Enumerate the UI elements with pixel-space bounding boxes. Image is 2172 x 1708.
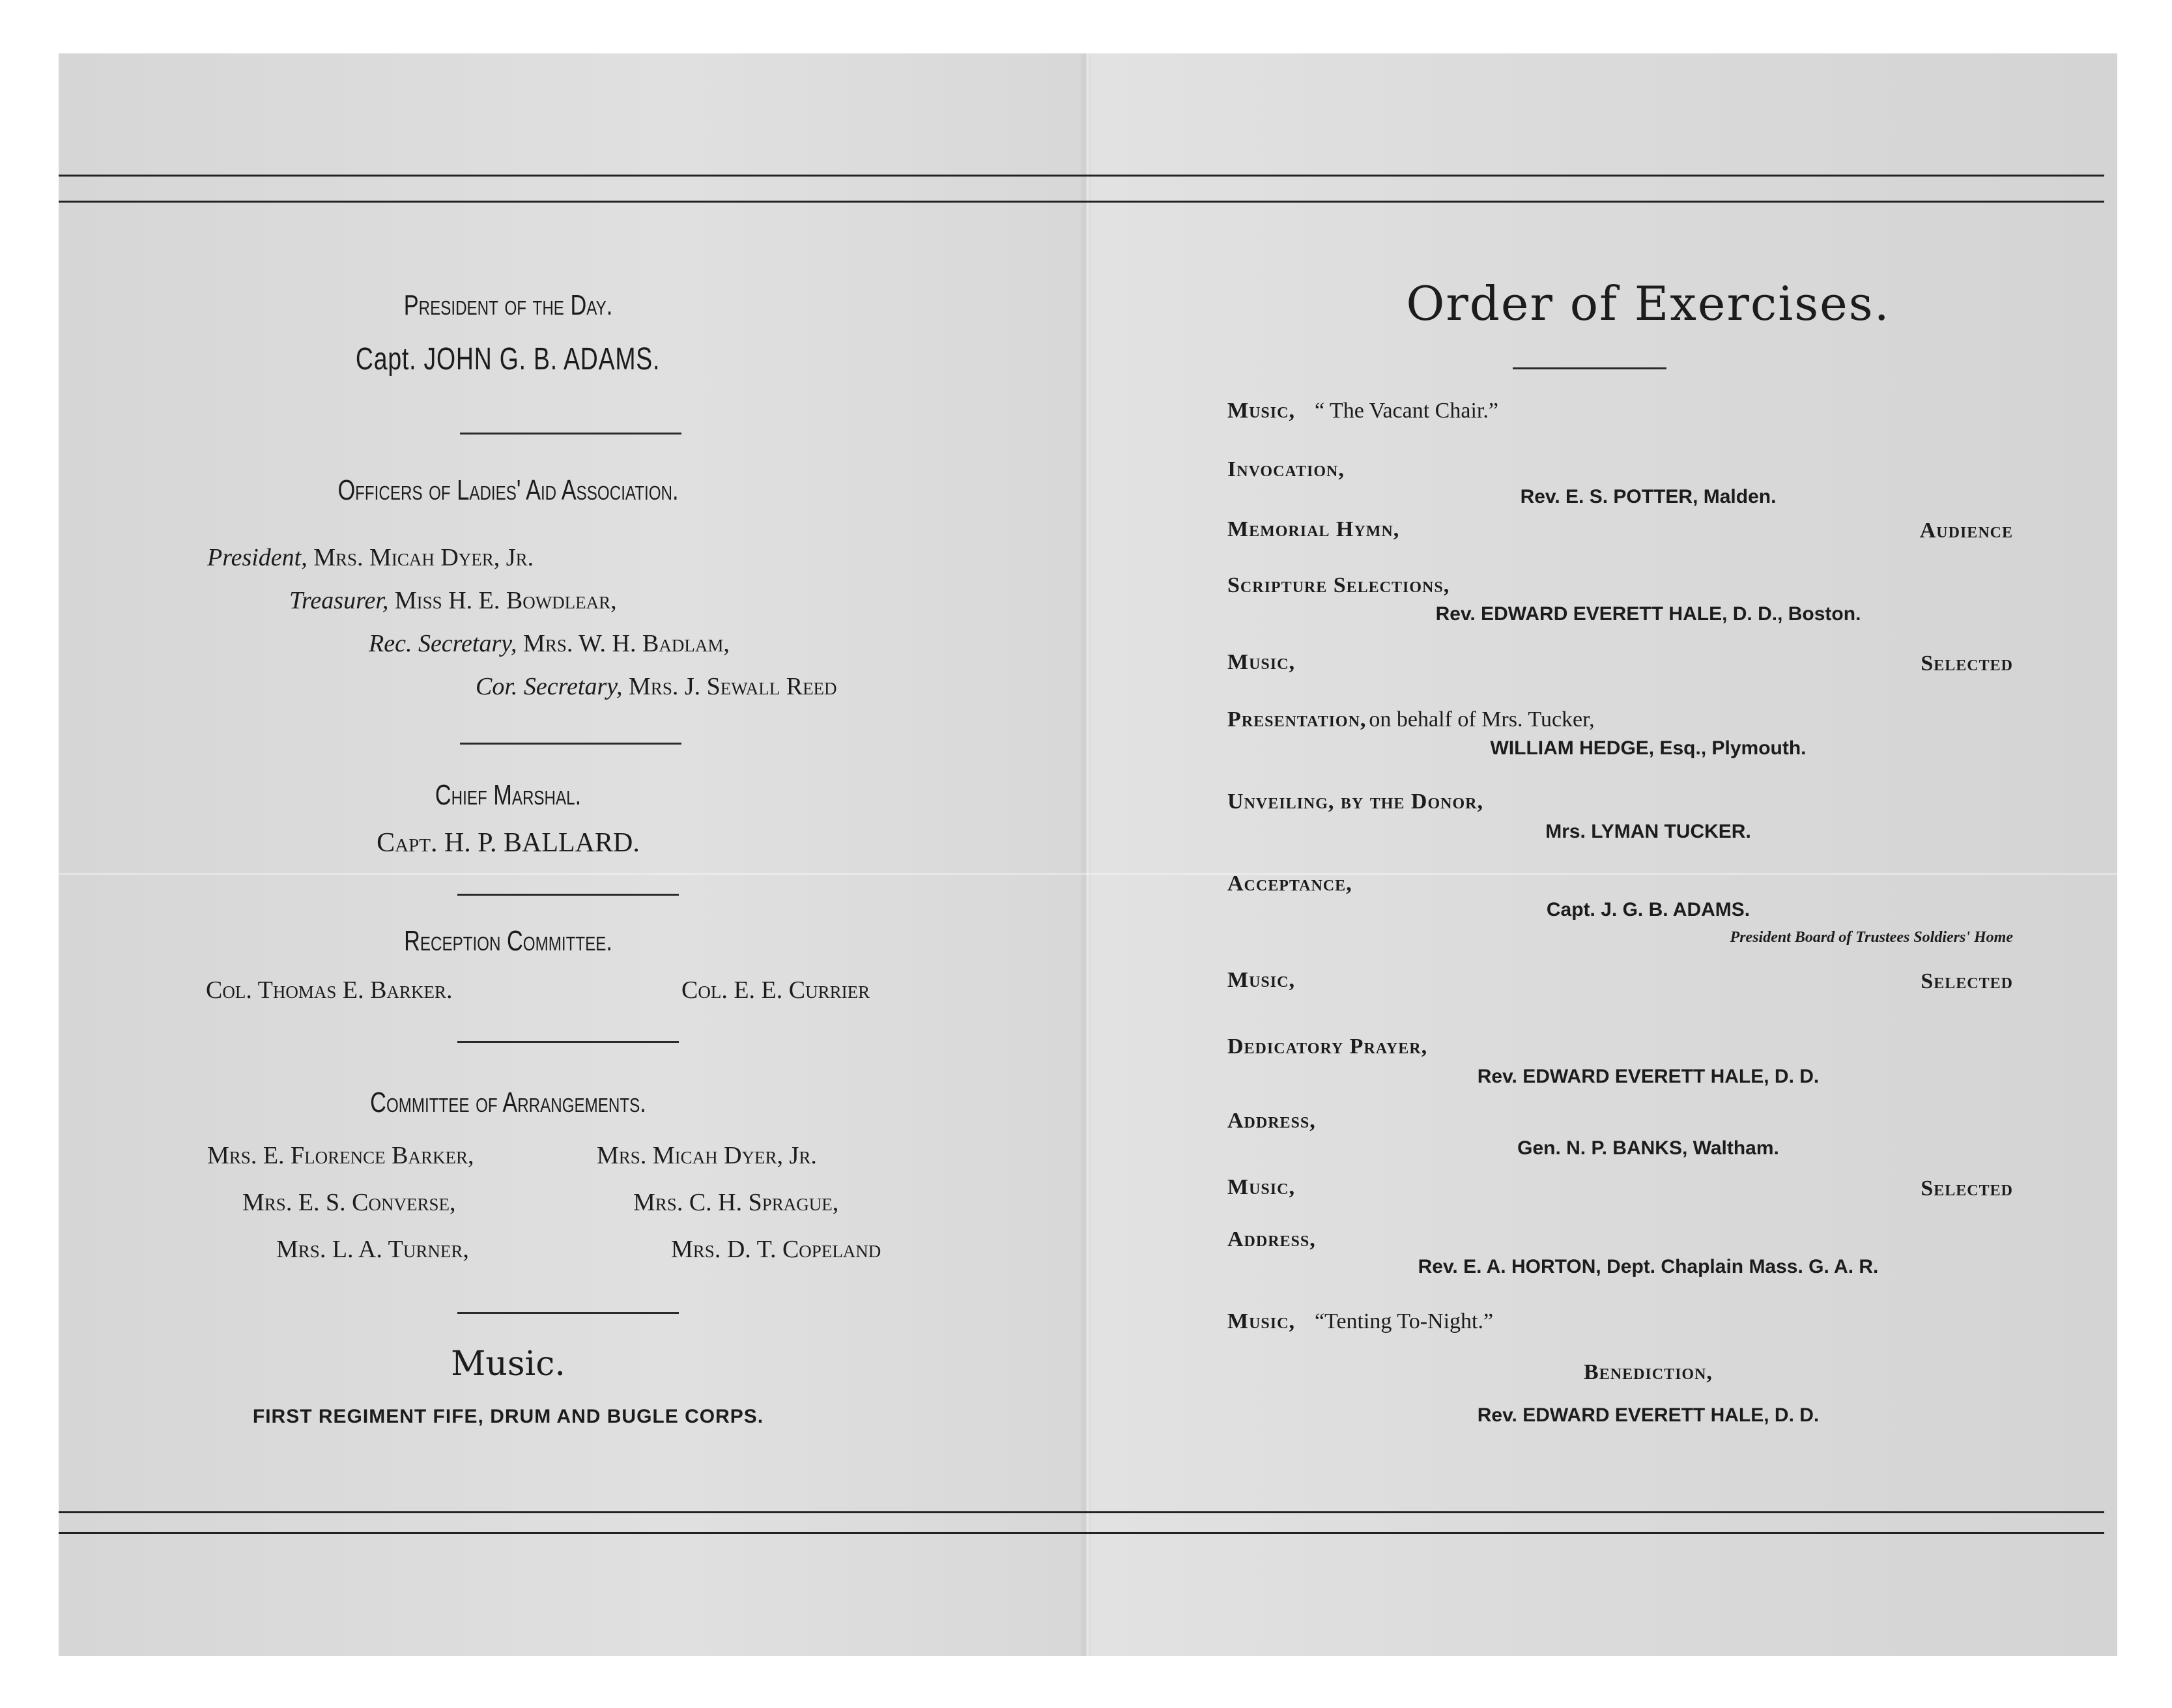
scripture-person: Rev. EDWARD EVERETT HALE, D. D., Boston. bbox=[1435, 603, 1861, 625]
address-1-person: Gen. N. P. BANKS, Waltham. bbox=[1517, 1137, 1779, 1159]
marshal-heading: Chief Marshal. bbox=[435, 779, 582, 811]
president-heading: President of the Day. bbox=[403, 289, 613, 321]
music-5-value: “Tenting To-Night.” bbox=[1314, 1309, 1494, 1333]
top-rule-1 bbox=[59, 175, 2104, 177]
horizontal-fold bbox=[59, 873, 2117, 875]
officer-name: Mrs. Micah Dyer, Jr. bbox=[313, 544, 534, 571]
officer-rec-secretary bbox=[369, 629, 730, 658]
top-rule-2 bbox=[59, 201, 2104, 203]
arrangements-right-1: Mrs. Micah Dyer, Jr. bbox=[597, 1142, 817, 1169]
marshal-name bbox=[235, 827, 782, 859]
address-2-label: Address, bbox=[1227, 1227, 1316, 1251]
officer-role: Treasurer, bbox=[289, 587, 389, 614]
presentation-row bbox=[1227, 707, 1595, 732]
hymn-label: Memorial Hymn, bbox=[1227, 517, 1400, 541]
music-5-label: Music, bbox=[1227, 1309, 1295, 1333]
arrangements-heading: Committee of Arrangements. bbox=[370, 1087, 646, 1118]
prayer-label: Dedicatory Prayer, bbox=[1227, 1034, 1428, 1059]
presentation-person: WILLIAM HEDGE, Esq., Plymouth. bbox=[1490, 737, 1807, 759]
reception-member-left: Col. Thomas E. Barker. bbox=[206, 976, 453, 1004]
music-5-row bbox=[1227, 1309, 1493, 1334]
arrangements-left-2: Mrs. E. S. Converse, bbox=[242, 1189, 456, 1216]
officer-name: Mrs. W. H. Badlam, bbox=[523, 630, 730, 657]
divider-1 bbox=[460, 433, 681, 434]
program-sheet bbox=[59, 53, 2117, 1656]
officer-name: Miss H. E. Bowdlear, bbox=[394, 587, 617, 614]
music-2-label: Music, bbox=[1227, 650, 1295, 674]
invocation-label: Invocation, bbox=[1227, 457, 1345, 481]
invocation-person: Rev. E. S. POTTER, Malden. bbox=[1520, 486, 1777, 507]
music-1-label: Music, bbox=[1227, 399, 1295, 423]
officer-role: President, bbox=[207, 544, 307, 571]
music-4-value: Selected bbox=[1921, 1176, 2013, 1201]
bottom-rule-1 bbox=[59, 1511, 2104, 1513]
music-3-label: Music, bbox=[1227, 968, 1295, 992]
order-title: Order of Exercises. bbox=[1406, 276, 1891, 331]
officer-role: Rec. Secretary, bbox=[369, 630, 517, 657]
vertical-fold bbox=[1087, 53, 1089, 1656]
music-3-value: Selected bbox=[1921, 969, 2013, 993]
music-4-label: Music, bbox=[1227, 1175, 1295, 1199]
bottom-rule-2 bbox=[59, 1532, 2104, 1534]
divider-5 bbox=[457, 1312, 679, 1314]
benediction-person: Rev. EDWARD EVERETT HALE, D. D. bbox=[1477, 1404, 1820, 1426]
reception-member-right: Col. E. E. Currier bbox=[681, 976, 870, 1004]
acceptance-note: President Board of Trustees Soldiers' Home bbox=[1730, 929, 2013, 946]
presentation-extra: on behalf of Mrs. Tucker, bbox=[1369, 707, 1595, 732]
arrangements-left-3: Mrs. L. A. Turner, bbox=[276, 1236, 469, 1263]
arrangements-right-3: Mrs. D. T. Copeland bbox=[671, 1236, 881, 1263]
president-name bbox=[235, 341, 782, 377]
music-corps: FIRST REGIMENT FIFE, DRUM AND BUGLE CORPS. bbox=[252, 1406, 764, 1427]
divider-2 bbox=[460, 743, 681, 745]
arrangements-right-2: Mrs. C. H. Sprague, bbox=[633, 1189, 839, 1216]
address-2-person: Rev. E. A. HORTON, Dept. Chaplain Mass. G. A. R. bbox=[1418, 1256, 1879, 1277]
prayer-person: Rev. EDWARD EVERETT HALE, D. D. bbox=[1477, 1066, 1820, 1087]
divider-4 bbox=[457, 1041, 679, 1043]
officer-role: Cor. Secretary, bbox=[476, 673, 623, 700]
unveiling-label: Unveiling, by the Donor, bbox=[1227, 790, 1483, 814]
music-2-value: Selected bbox=[1921, 651, 2013, 676]
marshal-name-text: Capt. H. P. BALLARD. bbox=[377, 828, 640, 858]
officer-president bbox=[207, 543, 534, 572]
scripture-label: Scripture Selections, bbox=[1227, 573, 1450, 597]
officer-treasurer bbox=[289, 586, 617, 615]
officer-name: Mrs. J. Sewall Reed bbox=[629, 673, 837, 700]
acceptance-person: Capt. J. G. B. ADAMS. bbox=[1546, 899, 1750, 920]
address-1-label: Address, bbox=[1227, 1109, 1316, 1133]
music-1-value: “ The Vacant Chair.” bbox=[1314, 399, 1498, 423]
reception-heading: Reception Committee. bbox=[404, 925, 612, 957]
presentation-label: Presentation, bbox=[1227, 707, 1367, 732]
hymn-value: Audience bbox=[1919, 519, 2013, 543]
divider-3 bbox=[457, 894, 679, 896]
president-name-text: Capt. JOHN G. B. ADAMS. bbox=[356, 342, 661, 377]
officers-heading: Officers of Ladies' Aid Association. bbox=[337, 474, 679, 506]
arrangements-left-1: Mrs. E. Florence Barker, bbox=[207, 1142, 474, 1169]
acceptance-label: Acceptance, bbox=[1227, 872, 1352, 896]
benediction-label: Benediction, bbox=[1584, 1360, 1713, 1384]
unveiling-person: Mrs. LYMAN TUCKER. bbox=[1545, 821, 1751, 842]
music-heading: Music. bbox=[451, 1345, 565, 1384]
title-divider bbox=[1513, 367, 1666, 369]
officer-cor-secretary bbox=[476, 672, 837, 701]
music-1-row bbox=[1227, 399, 1498, 423]
